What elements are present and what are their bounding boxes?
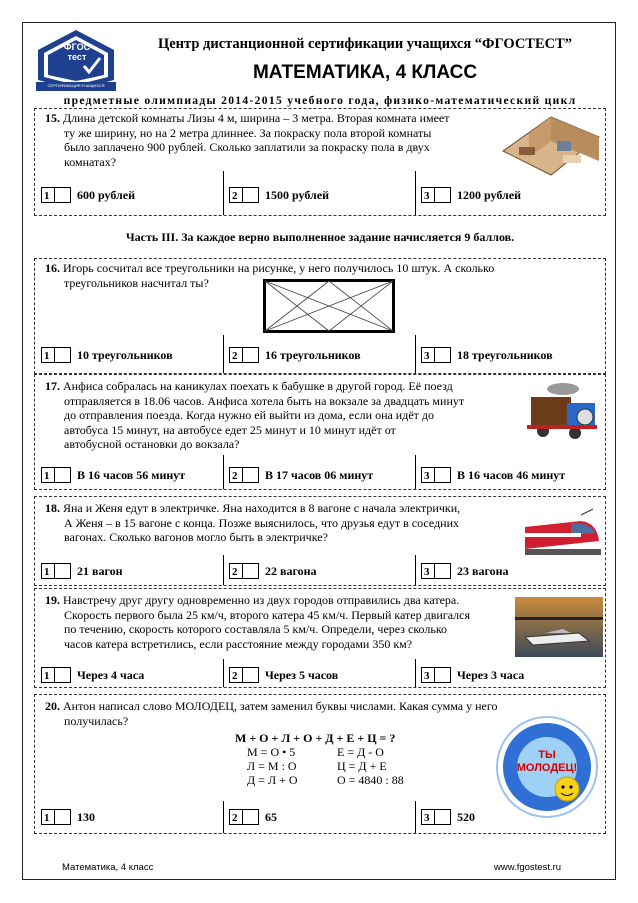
electric-train-image — [521, 507, 603, 561]
answer-option[interactable]: 3 520 — [421, 805, 475, 829]
answer-option[interactable]: 3 1200 рублей — [421, 183, 521, 207]
room-plan-image — [499, 111, 603, 179]
question-17 — [34, 374, 606, 490]
question-18 — [34, 496, 606, 586]
question-17-text: 17. Анфиса собралась на каникулах поехать к бабушке в другой город. Её поезд отправляется в 18.06 часов. Анфиса хотела быть на вокзале за двадцать минут до отправления поезда. Когда нужно ей выйти из дома, если она идёт до автобуса 15 минут, на автобусе едет 25 минут и 10 минут идёт от автобусной остановки до вокзала? — [45, 379, 465, 451]
question-16-answers — [35, 343, 605, 367]
train-image — [523, 381, 601, 443]
answer-option[interactable]: 1 10 треугольников — [41, 343, 173, 367]
question-15-answers — [35, 183, 605, 207]
question-20-text: 20. Антон написал слово МОЛОДЕЦ, затем заменил буквы числами. Какая сумма у него получилась? — [45, 699, 498, 728]
answer-option[interactable]: 2 В 17 часов 06 минут — [229, 463, 373, 487]
equation-row: О = 4840 : 88 — [337, 773, 404, 787]
question-18-answers — [35, 559, 605, 583]
subject-title: МАТЕМАТИКА, 4 КЛАСС — [252, 62, 478, 83]
question-18-text: 18. Яна и Женя едут в электричке. Яна находится в 8 вагоне с начала электрички, А Женя – в 15 вагоне с конца. Позже выяснилось, что друзья едут в соседних вагонах. Сколько вагонов могло быть в электричке? — [45, 501, 461, 544]
equation-row: Е = Д - О — [337, 745, 384, 759]
cycle-line: предметные олимпиады 2014-2015 учебного года, физико-математический цикл — [63, 94, 577, 107]
badge-line-1: ТЫ — [538, 749, 556, 761]
answer-option[interactable]: 3 В 16 часов 46 минут — [421, 463, 565, 487]
question-15-text: 15. Длина детской комнаты Лизы 4 м, ширина – 3 метра. Вторая комната имеет ту же ширину, но на 2 метра длиннее. За покраску пола второй комнаты было заплачено 900 рублей. Сколько заплатили за покраску пола в двух комнатах? — [45, 111, 450, 169]
answer-option[interactable]: 2 16 треугольников — [229, 343, 361, 367]
equation-row: М = О • 5 — [247, 745, 296, 759]
answer-option[interactable]: 2 22 вагона — [229, 559, 317, 583]
question-19 — [34, 588, 606, 688]
answer-option[interactable]: 3 Через 3 часа — [421, 663, 524, 687]
answer-option[interactable]: 1 130 — [41, 805, 95, 829]
motorboat-image — [515, 597, 603, 657]
footer-website[interactable]: www.fgostest.ru — [494, 862, 562, 873]
logo-ribbon: СЕРТИФИКАЦИЯ УЧАЩИХСЯ — [47, 83, 105, 88]
answer-option[interactable]: 3 18 треугольников — [421, 343, 553, 367]
organization-title: Центр дистанционной сертификации учащихся “ФГОСТЕСТ” — [157, 36, 573, 52]
question-20-answers — [35, 805, 605, 829]
answer-option[interactable]: 1 21 вагон — [41, 559, 123, 583]
answer-option[interactable]: 1 Через 4 часа — [41, 663, 144, 687]
answer-option[interactable]: 3 23 вагона — [421, 559, 509, 583]
answer-option[interactable]: 2 1500 рублей — [229, 183, 329, 207]
answer-option[interactable]: 2 65 — [229, 805, 277, 829]
answer-option[interactable]: 2 Через 5 часов — [229, 663, 338, 687]
logo-text-2: тест — [67, 52, 87, 62]
question-19-answers — [35, 663, 605, 687]
equation-row: Д = Л + О — [247, 773, 298, 787]
triangles-figure — [263, 279, 395, 333]
answer-option[interactable]: 1 В 16 часов 56 минут — [41, 463, 185, 487]
part-three-heading: Часть III. За каждое верно выполненное задание начисляется 9 баллов. — [125, 230, 515, 244]
question-15 — [34, 108, 606, 216]
logo-text-1: ФГОС — [63, 42, 91, 52]
question-20 — [34, 694, 606, 834]
question-19-text: 19. Навстречу друг другу одновременно из двух городов отправились два катера. Скорость первого была 25 км/ч, второго катера 45 км/ч. Первый катер двигался по течению, скорость которого составляла 5 км/ч. Определи, через сколько часов катера встретились, если расстояние между городами 350 км? — [45, 593, 470, 651]
question-17-answers — [35, 463, 605, 487]
question-16 — [34, 258, 606, 374]
equation-row: Ц = Д + Е — [337, 759, 387, 773]
equation-row: Л = М : О — [247, 759, 297, 773]
equation-main: М + О + Л + О + Д + Е + Ц = ? — [235, 731, 396, 745]
badge-line-2: МОЛОДЕЦ! — [516, 762, 578, 774]
question-16-text: 16. Игорь сосчитал все треугольники на рисунке, у него получилось 10 штук. А сколько треугольников насчитал ты? — [45, 261, 495, 290]
footer-subject: Математика, 4 класс — [62, 862, 154, 873]
answer-option[interactable]: 1 600 рублей — [41, 183, 135, 207]
